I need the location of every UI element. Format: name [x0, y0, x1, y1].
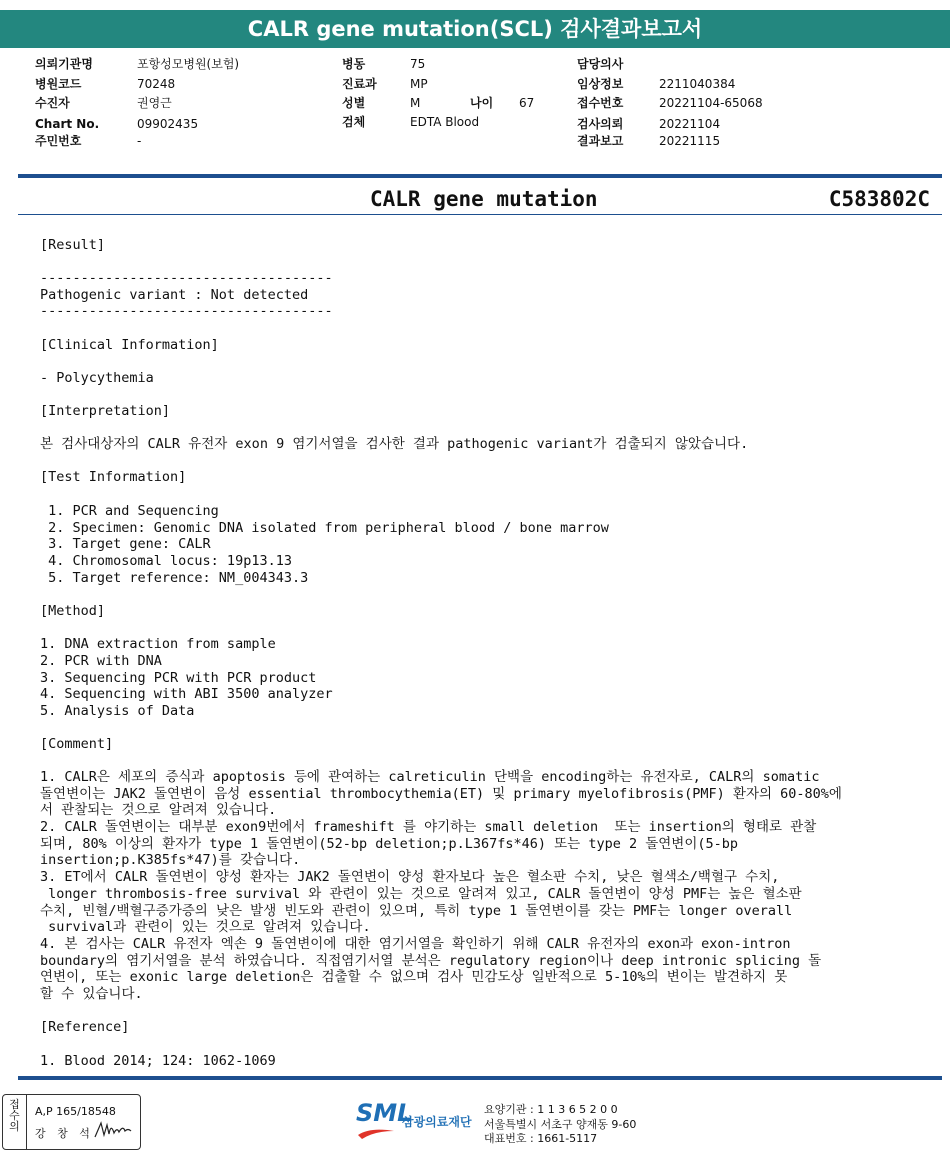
result-dash-top: ------------------------------------: [40, 270, 333, 286]
age-value: 67: [519, 96, 535, 110]
comment-line: 할 수 있습니다.: [40, 986, 143, 1002]
patient-label: 수진자: [35, 96, 70, 110]
receipt-label: 접수번호: [577, 96, 624, 110]
test-code: C583802C: [828, 187, 930, 211]
testinfo-line: 4. Chromosomal locus: 19p13.13: [40, 553, 292, 569]
dept-label: 진료과: [342, 77, 377, 91]
result-line: Pathogenic variant : Not detected: [40, 287, 309, 303]
comment-line: 4. 본 검사는 CALR 유전자 엑손 9 돌연변이에 대한 염기서열을 확인하기 위해 CALR 유전자의 exon과 exon-intron: [40, 936, 791, 952]
stamp-line1: A,P 165/18548: [35, 1105, 116, 1118]
result-dash-bottom: ------------------------------------: [40, 303, 333, 319]
method-line: 2. PCR with DNA: [40, 653, 162, 669]
result-date-value: 20221115: [659, 134, 721, 148]
clinical-info-label: 임상정보: [577, 77, 624, 91]
stamp-line2: 강 창 석: [35, 1127, 94, 1140]
clinical-line: - Polycythemia: [40, 370, 154, 386]
comment-line: 1. CALR은 세포의 증식과 apoptosis 등에 관여하는 calreticulin 단백을 encoding하는 유전자로, CALR의 somatic: [40, 769, 820, 785]
logo-swoosh-icon: [356, 1125, 396, 1141]
specimen-value: EDTA Blood: [410, 115, 480, 129]
sml-logo: [356, 1099, 486, 1145]
hospital-code-value: 70248: [137, 77, 176, 91]
institution-phone: 대표번호 : 1661-5117: [484, 1132, 598, 1145]
institution-code: 요양기관 : 1 1 3 6 5 2 0 0: [484, 1103, 618, 1116]
method-line: 5. Analysis of Data: [40, 703, 195, 719]
clinical-info-value: 2211040384: [659, 77, 736, 91]
testinfo-line: 2. Specimen: Genomic DNA isolated from peripheral blood / bone marrow: [40, 520, 609, 536]
clinical-header: [Clinical Information]: [40, 337, 219, 353]
sex-value: M: [410, 96, 421, 110]
comment-line: 서 관찰되는 것으로 알려져 있습니다.: [40, 802, 277, 818]
institution-address: 서울특별시 서초구 양재동 9-60: [484, 1118, 637, 1131]
patient-value: 권영근: [137, 96, 172, 110]
hospital-label: 의뢰기관명: [35, 57, 93, 71]
doctor-label: 담당의사: [577, 57, 624, 71]
signature-image: [93, 1119, 133, 1141]
age-label: 나이: [470, 96, 494, 110]
testinfo-line: 3. Target gene: CALR: [40, 536, 211, 552]
method-line: 1. DNA extraction from sample: [40, 636, 276, 652]
stamp-side-text: 접수의: [9, 1098, 20, 1133]
dept-value: MP: [410, 77, 428, 91]
report-title-bar: [0, 10, 950, 48]
comment-line: 2. CALR 돌연변이는 대부분 exon9번에서 frameshift 를 야기하는 small deletion 또는 insertion의 형태로 관찰: [40, 819, 817, 835]
comment-line: longer thrombosis-free survival 와 관련이 있는 것으로 알려져 있고, CALR 돌연변이 양성 PMF는 높은 혈소판: [40, 886, 802, 902]
test-name: CALR gene mutation: [370, 187, 598, 211]
result-header: [Result]: [40, 237, 106, 253]
resident-value: -: [137, 134, 142, 148]
ward-value: 75: [410, 57, 426, 71]
resident-label: 주민번호: [35, 134, 82, 148]
comment-line: 3. ET에서 CALR 돌연변이 양성 환자는 JAK2 돌연변이 양성 환자보다 높은 혈소판 수치, 낮은 혈색소/백혈구 수치,: [40, 869, 780, 885]
comment-line: insertion;p.K385fs*47)를 갖습니다.: [40, 852, 301, 868]
comment-line: 돌연변이는 JAK2 돌연변이 음성 essential thrombocythemia(ET) 및 primary myelofibrosis(PMF) 환자의 60-80%에: [40, 786, 842, 802]
request-value: 20221104: [659, 117, 721, 131]
header-divider: [18, 174, 942, 178]
comment-line: 수치, 빈혈/백혈구증가증의 낮은 발생 빈도와 관련이 있으며, 특히 type 1 돌연변이를 갖는 PMF는 longer overall: [40, 903, 793, 919]
chart-label: Chart No.: [35, 117, 100, 131]
request-label: 검사의뢰: [577, 117, 624, 131]
interpretation-header: [Interpretation]: [40, 403, 171, 419]
method-line: 4. Sequencing with ABI 3500 analyzer: [40, 686, 333, 702]
comment-line: boundary의 염기서열을 분석 하였습니다. 직접염기서열 분석은 regulatory region이나 deep intronic splicing 돌: [40, 953, 822, 969]
interpretation-line: 본 검사대상자의 CALR 유전자 exon 9 염기서열을 검사한 결과 pathogenic variant가 검출되지 않았습니다.: [40, 436, 749, 452]
reception-stamp: [2, 1094, 141, 1150]
report-title: CALR gene mutation(SCL) 검사결과보고서: [247, 17, 703, 41]
specimen-label: 검체: [342, 115, 366, 129]
reference-line: 1. Blood 2014; 124: 1062-1069: [40, 1053, 276, 1069]
title-divider: [18, 214, 942, 215]
sex-label: 성별: [342, 96, 366, 110]
testinfo-line: 1. PCR and Sequencing: [40, 503, 219, 519]
testinfo-line: 5. Target reference: NM_004343.3: [40, 570, 309, 586]
comment-line: 되며, 80% 이상의 환자가 type 1 돌연변이(52-bp deletion;p.L367fs*46) 또는 type 2 돌연변이(5-bp: [40, 836, 739, 852]
testinfo-header: [Test Information]: [40, 469, 187, 485]
method-header: [Method]: [40, 603, 106, 619]
hospital-value: 포항성모병원(보험): [137, 57, 240, 71]
comment-header: [Comment]: [40, 736, 114, 752]
logo-text: SML: [356, 1099, 413, 1127]
footer-divider: [18, 1076, 942, 1080]
result-date-label: 결과보고: [577, 134, 624, 148]
chart-value: 09902435: [137, 117, 199, 131]
logo-korean: 삼광의료재단: [402, 1115, 472, 1129]
method-line: 3. Sequencing PCR with PCR product: [40, 670, 317, 686]
receipt-value: 20221104-65068: [659, 96, 763, 110]
comment-line: 연변이, 또는 exonic large deletion은 검출할 수 없으며 검사 민감도상 일반적으로 5-10%의 변이는 발견하지 못: [40, 969, 788, 985]
ward-label: 병동: [342, 57, 366, 71]
hospital-code-label: 병원코드: [35, 77, 82, 91]
stamp-side-label: [3, 1095, 27, 1149]
reference-header: [Reference]: [40, 1019, 130, 1035]
comment-line: survival과 관련이 있는 것으로 알려져 있습니다.: [40, 919, 371, 935]
